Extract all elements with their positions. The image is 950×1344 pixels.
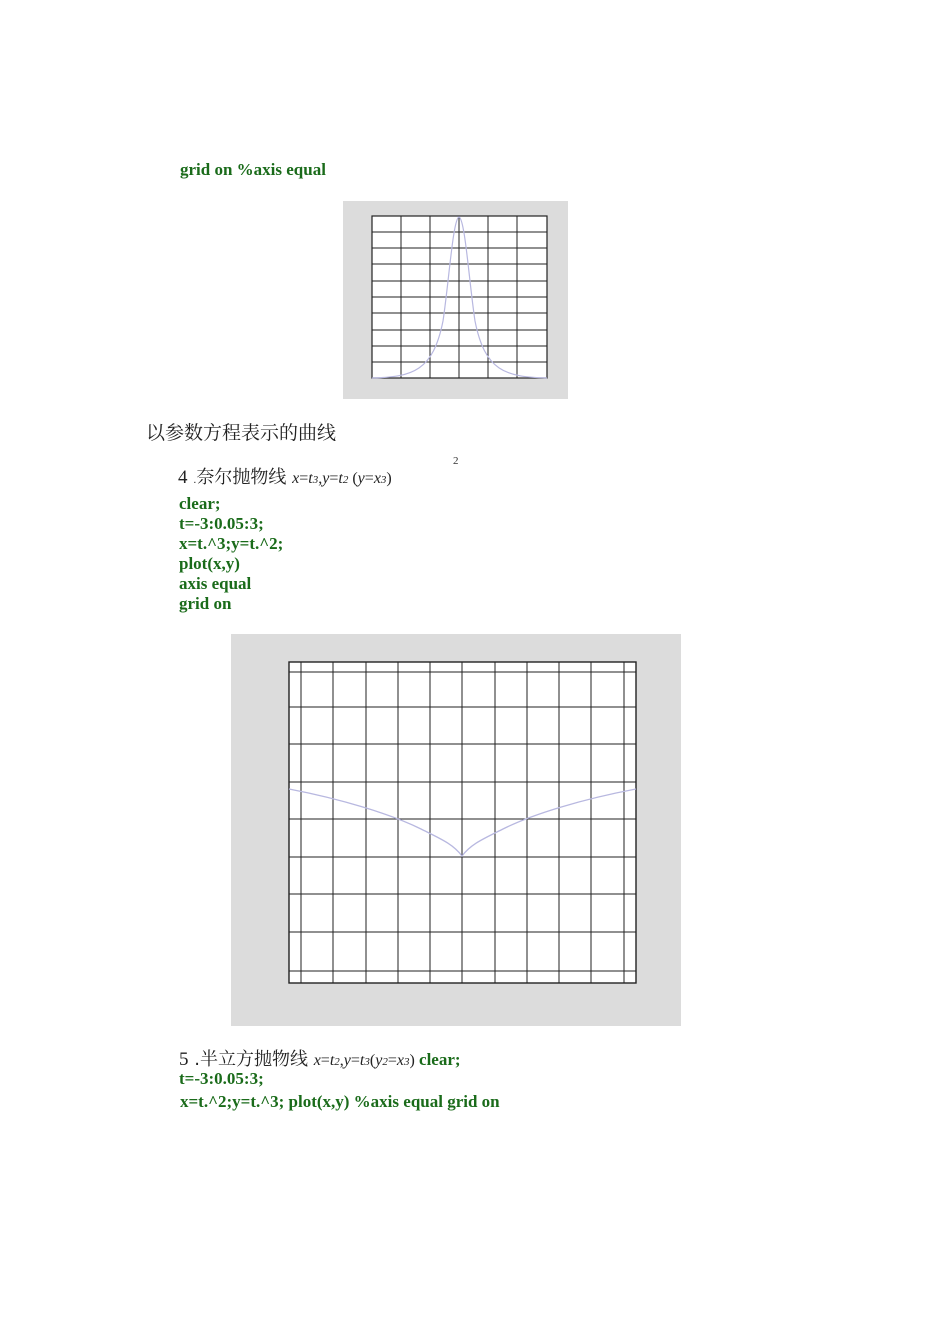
item-dot: .	[188, 1049, 200, 1070]
code-line: grid on	[179, 594, 232, 613]
superscript-mark: 2	[453, 455, 459, 467]
code-line: clear;	[179, 494, 221, 513]
formula: x=t3,y=t2 (y=x3)	[292, 470, 392, 487]
code-line: grid on %axis equal	[180, 160, 326, 179]
item-title: 半立方抛物线	[199, 1049, 308, 1070]
item-number: 5	[179, 1049, 189, 1070]
item-dot: .	[193, 475, 197, 486]
section-heading: 以参数方程表示的曲线	[146, 422, 337, 444]
inline-code: clear;	[414, 1050, 461, 1069]
code-line: x=t.^3;y=t.^2;	[179, 534, 284, 553]
code-line: x=t.^2;y=t.^3; plot(x,y) %axis equal grid on	[180, 1092, 500, 1111]
code-line: t=-3:0.05:3;	[179, 1069, 264, 1088]
plot-figure-1	[343, 201, 568, 399]
plot-figure-2	[231, 634, 681, 1026]
item-4-heading	[178, 463, 392, 489]
plot-2-canvas	[231, 634, 681, 1026]
plot-1-canvas	[343, 201, 568, 399]
item-number: 4	[178, 467, 188, 488]
item-title: 奈尔抛物线	[196, 467, 287, 488]
item-5-heading	[179, 1045, 461, 1071]
code-line: plot(x,y)	[179, 554, 240, 573]
code-line: t=-3:0.05:3;	[179, 514, 264, 533]
code-line: axis equal	[179, 574, 252, 593]
formula: x=t2,y=t3(y2=x3)	[313, 1052, 415, 1069]
